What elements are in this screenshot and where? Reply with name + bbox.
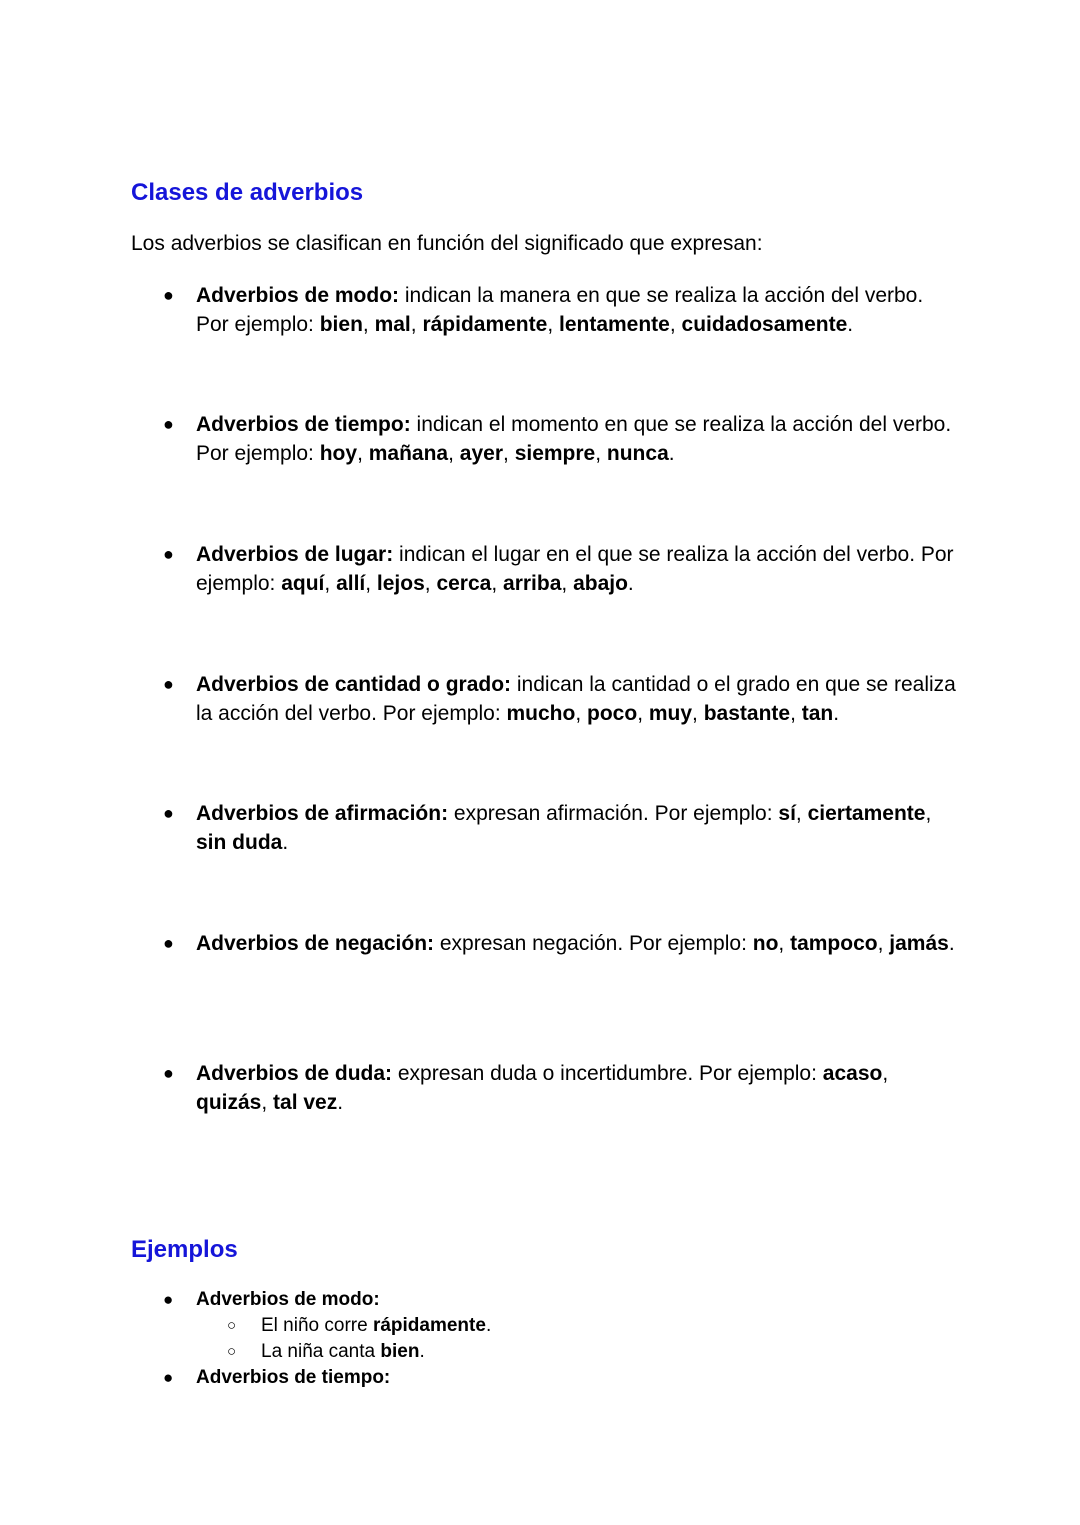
bullet-icon: ● — [163, 285, 174, 305]
example-term: sí — [778, 802, 796, 825]
example-term: no — [752, 932, 779, 955]
list-item — [196, 1059, 956, 1117]
separator: , — [261, 1091, 274, 1114]
separator: , — [357, 442, 369, 465]
example-term: rápidamente — [422, 313, 548, 336]
example-term: hoy — [319, 442, 358, 465]
item-label: Adverbios de afirmación: — [196, 802, 449, 825]
example-term: rápidamente — [372, 1315, 486, 1336]
sub-bullet-icon: ○ — [227, 1343, 237, 1360]
sentence-end: . — [485, 1315, 492, 1336]
terminator: . — [668, 442, 675, 465]
separator: , — [448, 442, 460, 465]
item-label: Adverbios de cantidad o grado: — [196, 673, 512, 696]
item-desc: expresan negación. Por ejemplo: — [434, 932, 753, 955]
example-term: mañana — [368, 442, 449, 465]
sentence-end: . — [419, 1341, 425, 1362]
example-term: siempre — [514, 442, 596, 465]
example-term: cerca — [436, 572, 492, 595]
bullet-icon: ● — [163, 933, 174, 953]
list-item — [196, 929, 956, 958]
separator: , — [362, 313, 375, 336]
example-term: tampoco — [790, 932, 878, 955]
group-label: Adverbios de modo: — [196, 1289, 380, 1310]
list-item — [196, 281, 956, 339]
item-desc: expresan afirmación. Por ejemplo: — [448, 802, 779, 825]
example-term: poco — [587, 702, 638, 725]
list-item — [196, 410, 956, 468]
example-term: acaso — [822, 1062, 883, 1085]
example-term: jamás — [889, 932, 949, 955]
item-label: Adverbios de negación: — [196, 932, 435, 955]
item-desc: indican la cantidad o el grado en que se realiza la acción del verbo. Por ejemplo: — [196, 673, 956, 725]
example-sentence — [261, 1313, 491, 1339]
example-term: ciertamente — [807, 802, 926, 825]
example-term: cuidadosamente — [681, 313, 848, 336]
example-term: arriba — [503, 572, 562, 595]
separator: , — [595, 442, 607, 465]
item-desc: expresan duda o incertidumbre. Por ejemplo: — [392, 1062, 823, 1085]
separator: , — [410, 313, 423, 336]
example-term: bastante — [703, 702, 791, 725]
separator: , — [669, 313, 682, 336]
separator: , — [882, 1062, 889, 1085]
bullet-icon: ● — [163, 544, 174, 564]
item-desc: indican el lugar en el que se realiza la acción del verbo. Por ejemplo: — [196, 543, 954, 595]
section-heading-clases: Clases de adverbios — [131, 179, 364, 206]
item-label: Adverbios de modo: — [196, 284, 400, 307]
example-group-label — [196, 1365, 390, 1391]
example-term: mal — [374, 313, 411, 336]
example-term: lentamente — [558, 313, 670, 336]
example-term: mucho — [506, 702, 576, 725]
item-label: Adverbios de tiempo: — [196, 413, 411, 436]
bullet-icon: ● — [163, 674, 174, 694]
terminator: . — [282, 831, 289, 854]
separator: , — [778, 932, 791, 955]
item-label: Adverbios de duda: — [196, 1062, 393, 1085]
separator: , — [491, 572, 504, 595]
list-item — [196, 540, 956, 598]
example-term: ayer — [459, 442, 504, 465]
separator: , — [692, 702, 704, 725]
example-term: quizás — [196, 1091, 262, 1114]
separator: , — [561, 572, 574, 595]
separator: , — [925, 802, 932, 825]
terminator: . — [948, 932, 955, 955]
example-group-label — [196, 1287, 380, 1313]
example-term: lejos — [376, 572, 425, 595]
bullet-icon: ● — [163, 1290, 174, 1309]
example-term: bien — [380, 1341, 420, 1362]
group-label: Adverbios de tiempo: — [196, 1367, 391, 1388]
terminator: . — [627, 572, 634, 595]
example-term: abajo — [573, 572, 628, 595]
item-label: Adverbios de lugar: — [196, 543, 394, 566]
example-term: tan — [801, 702, 834, 725]
separator: , — [795, 802, 808, 825]
separator: , — [790, 702, 802, 725]
item-desc: indican el momento en que se realiza la acción del verbo. Por ejemplo: — [196, 413, 952, 465]
terminator: . — [847, 313, 854, 336]
example-term: bien — [319, 313, 363, 336]
separator: , — [637, 702, 649, 725]
separator: , — [547, 313, 559, 336]
sub-bullet-icon: ○ — [227, 1317, 237, 1334]
example-term: muy — [648, 702, 693, 725]
separator: , — [503, 442, 515, 465]
sentence-text: El niño corre — [261, 1315, 373, 1336]
example-term: aquí — [281, 572, 325, 595]
example-term: tal vez — [273, 1091, 338, 1114]
separator: , — [424, 572, 437, 595]
example-term: nunca — [606, 442, 669, 465]
terminator: . — [337, 1091, 344, 1114]
item-desc: indican la manera en que se realiza la acción del verbo. Por ejemplo: — [196, 284, 924, 336]
intro-paragraph: Los adverbios se clasifican en función del significado que expresan: — [131, 232, 763, 255]
separator: , — [575, 702, 588, 725]
example-term: sin duda — [196, 831, 283, 854]
example-term: allí — [336, 572, 366, 595]
list-item — [196, 799, 956, 857]
sentence-text: La niña canta — [261, 1341, 381, 1362]
separator: , — [877, 932, 890, 955]
section-heading-ejemplos: Ejemplos — [131, 1236, 238, 1263]
list-item — [196, 670, 956, 728]
separator: , — [324, 572, 337, 595]
bullet-icon: ● — [163, 1368, 174, 1387]
example-sentence — [261, 1339, 425, 1365]
bullet-icon: ● — [163, 803, 174, 823]
bullet-icon: ● — [163, 414, 174, 434]
separator: , — [365, 572, 377, 595]
bullet-icon: ● — [163, 1063, 174, 1083]
terminator: . — [833, 702, 840, 725]
